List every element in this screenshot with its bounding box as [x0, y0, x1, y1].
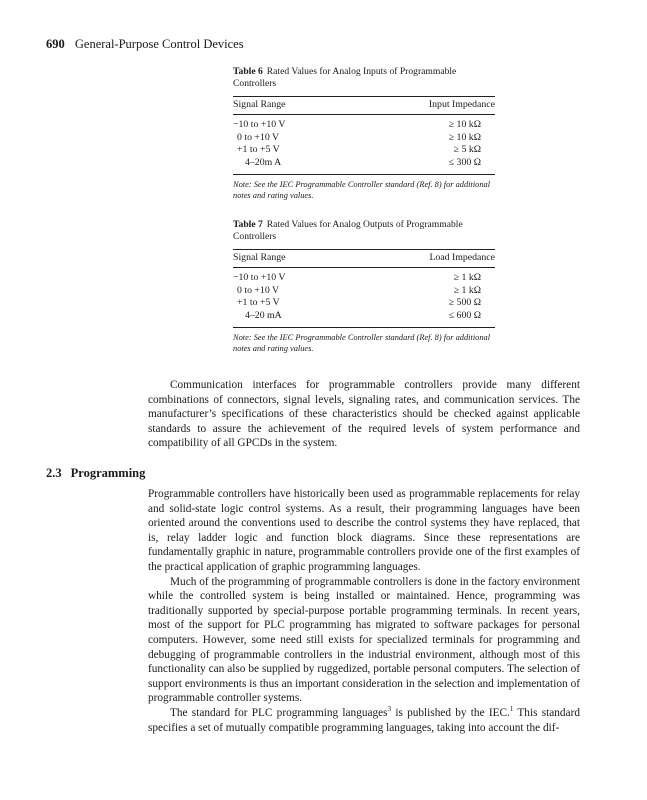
table-6-col-header: Input Impedance [428, 98, 495, 110]
table-row [233, 285, 495, 298]
table-7-bottom-rule [233, 327, 495, 328]
table-cell: ≥ 1 kΩ [453, 284, 481, 296]
table-row [233, 144, 495, 157]
section-number: 2.3 [46, 466, 62, 480]
table-6-header-row [233, 97, 495, 114]
table-cell: ≥ 5 kΩ [453, 144, 481, 156]
table-row [233, 310, 495, 323]
section-title: Programming [70, 466, 146, 480]
table-cell: ≥ 10 kΩ [448, 131, 481, 143]
table-cell: −10 to +10 V [233, 272, 286, 284]
table-row [233, 119, 495, 132]
table-6 [233, 66, 495, 202]
running-header [46, 37, 244, 52]
table-row [233, 157, 495, 170]
table-7 [233, 219, 495, 355]
paragraph-2: Much of the programming of programmable controllers is done in the factory environment while the controlled system is being installed or maintained. Hence, programming was traditionally supported by special-purpose portable programming terminals. In recent years, most of the support for PLC programming has migrated to software packages for personal computers. However, some need still exists for specialized terminals for programming and debugging of programmable controllers in the industrial environment, although most of this functionality can also be supplied by ruggedized, portable personal computers. The selection of support environments is thus an important consideration in the selection and implementation of programmable controller systems. [148, 575, 580, 705]
table-6-caption [233, 66, 495, 91]
communication-paragraph: Communication interfaces for programmable controllers provide many different combinations of connectors, signal levels, signaling rates, and communication services. The manufacturer’s specifications of these characteristics should be checked against applicable standards to assure the achievement of the required levels of system performance and compatibility of all GPCDs in the system. [148, 379, 580, 450]
table-cell: ≤ 300 Ω [448, 157, 481, 168]
table-6-label: Table 6 [233, 66, 263, 77]
table-row [233, 132, 495, 145]
table-7-col-header: Load Impedance [429, 251, 495, 263]
table-7-grid [233, 250, 495, 323]
table-7-caption-text: Rated Values for Analog Outputs of Programmable Controllers [233, 219, 463, 243]
paragraph-3: The standard for PLC programming languages$^3$ is published by the IEC.$^1$ This standard specifies a set of mutually compatible programming languages, taking into account the dif- [148, 705, 580, 734]
table-7-caption [233, 219, 495, 244]
paragraph-1: Programmable controllers have historically been used as programmable replacements for relay and solid-state logic control systems. As a result, their programming languages have been oriented around the conventions used to describe the control systems they have replaced, that is, relay ladder logic and function block diagrams. Since these representations are fundamentally graphic in nature, programmable controllers provide one of the first examples of the practical application of graphic programming languages. [148, 488, 580, 573]
table-cell: +1 to +5 V [237, 144, 280, 156]
section-heading [46, 466, 145, 481]
table-row [233, 297, 495, 310]
table-cell: ≥ 500 Ω [448, 297, 481, 309]
table-cell: 4–20 mA [245, 310, 282, 321]
table-6-bottom-rule [233, 174, 495, 175]
running-title: General-Purpose Control Devices [74, 37, 244, 51]
table-cell: ≤ 600 Ω [448, 310, 481, 321]
table-7-col-header: Signal Range [233, 251, 286, 263]
footnote-ref: 3 [387, 705, 392, 714]
table-7-label: Table 7 [233, 219, 263, 230]
table-6-note: Note: See the IEC Programmable Controller standard (Ref. 8) for additional notes and rating values. [233, 179, 491, 201]
programming-text [148, 487, 580, 735]
table-6-caption-text: Rated Values for Analog Inputs of Programmable Controllers [233, 66, 457, 90]
table-cell: +1 to +5 V [237, 297, 280, 309]
page-number: 690 [46, 37, 65, 51]
table-cell: 0 to +10 V [237, 284, 280, 296]
citation-ref: 1 [509, 705, 514, 714]
table-7-note: Note: See the IEC Programmable Controller standard (Ref. 8) for additional notes and rating values. [233, 332, 491, 354]
table-row [233, 272, 495, 285]
table-cell: 4–20m A [245, 157, 282, 168]
table-6-grid [233, 97, 495, 170]
communication-paragraph-block [148, 378, 580, 451]
table-7-header-row [233, 250, 495, 267]
table-6-col-header: Signal Range [233, 98, 286, 110]
table-cell: −10 to +10 V [233, 119, 286, 131]
table-cell: ≥ 10 kΩ [448, 119, 481, 131]
table-cell: 0 to +10 V [237, 131, 280, 143]
table-cell: ≥ 1 kΩ [453, 272, 481, 284]
